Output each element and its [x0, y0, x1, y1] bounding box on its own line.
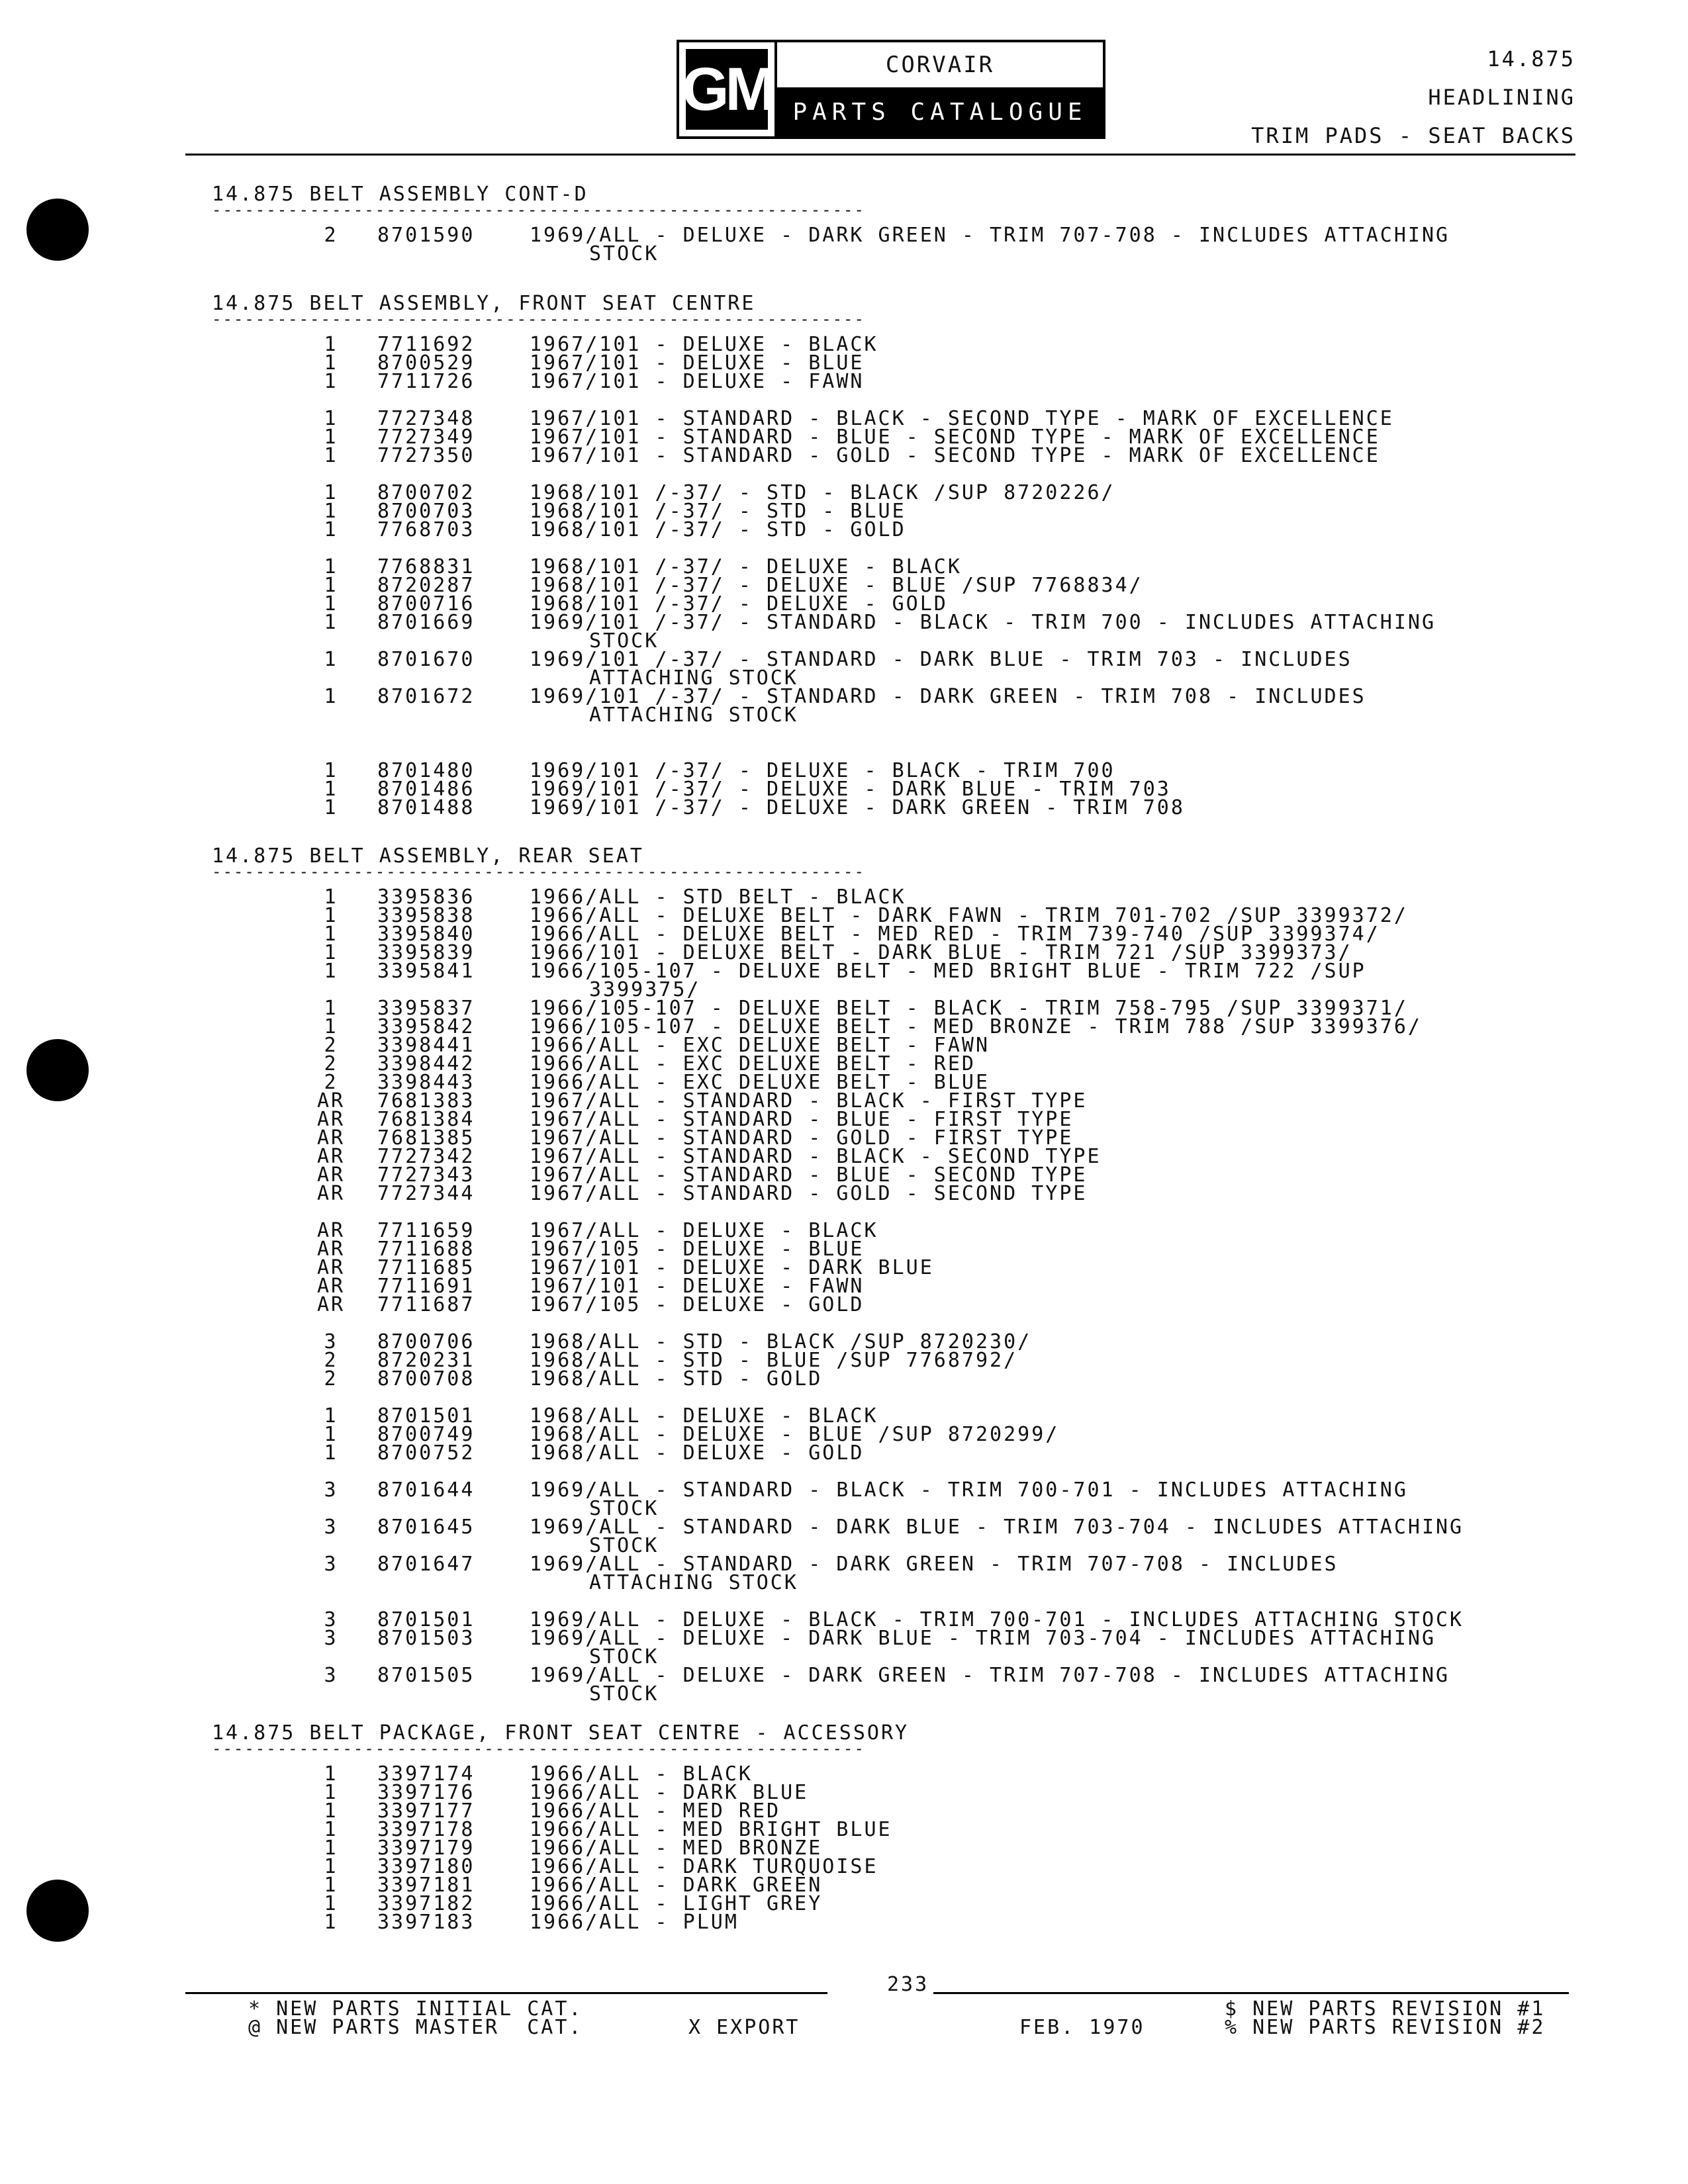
- part-number: 8701480: [377, 759, 475, 782]
- part-description: 1967/ALL - STANDARD - BLUE - FIRST TYPE: [530, 1108, 1074, 1131]
- part-number: 8701505: [377, 1664, 475, 1687]
- part-description: 1969/101 /-37/ - STANDARD - DARK GREEN - TRIM 708 - INCLUDES: [530, 685, 1366, 708]
- part-description: 1968/101 /-37/ - STD - BLACK /SUP 8720226/: [530, 481, 1115, 504]
- part-number: 8701590: [377, 224, 475, 247]
- part-number: 8700708: [377, 1367, 475, 1390]
- part-description-continued: ATTACHING STOCK: [589, 666, 798, 690]
- part-quantity: 1: [324, 1781, 338, 1804]
- part-number: 7727349: [377, 426, 475, 449]
- part-number: 7711685: [377, 1256, 475, 1279]
- part-number: 7727344: [377, 1182, 475, 1205]
- part-number: 3397174: [377, 1762, 475, 1786]
- part-description: 1967/101 - STANDARD - GOLD - SECOND TYPE - MARK OF EXCELLENCE: [530, 444, 1380, 467]
- part-description-continued: STOCK: [589, 1645, 659, 1668]
- part-description: 1967/101 - DELUXE - BLACK: [530, 333, 878, 356]
- part-quantity: 1: [324, 1855, 338, 1878]
- part-quantity: 1: [324, 611, 338, 634]
- section-underline: ------------------------------------------------------------: [212, 201, 865, 219]
- part-description: 1969/ALL - STANDARD - DARK BLUE - TRIM 703-704 - INCLUDES ATTACHING: [530, 1516, 1464, 1539]
- part-description: 1968/ALL - STD - GOLD: [530, 1367, 823, 1390]
- part-description: 1966/105-107 - DELUXE BELT - MED BRIGHT BLUE - TRIM 722 /SUP: [530, 960, 1366, 983]
- part-description: 1966/ALL - DELUXE BELT - MED RED - TRIM 739-740 /SUP 3399374/: [530, 923, 1380, 946]
- part-description: 1966/ALL - EXC DELUXE BELT - FAWN: [530, 1034, 990, 1057]
- part-description-continued: STOCK: [589, 242, 659, 265]
- part-description: 1967/101 - DELUXE - DARK BLUE: [530, 1256, 934, 1279]
- part-number: 8701645: [377, 1516, 475, 1539]
- part-quantity: 2: [324, 1349, 338, 1372]
- catalogue-brand-box: [774, 40, 1105, 139]
- part-number: 8701503: [377, 1627, 475, 1650]
- part-quantity: AR: [316, 1126, 346, 1150]
- part-quantity: 1: [324, 886, 338, 909]
- part-description: 1967/101 - DELUXE - BLUE: [530, 351, 865, 375]
- part-number: 8701669: [377, 611, 475, 634]
- catalogue-date: FEB. 1970: [1019, 2016, 1145, 2039]
- part-quantity: 1: [324, 555, 338, 578]
- part-number: 7727343: [377, 1163, 475, 1187]
- part-quantity: 1: [324, 444, 338, 467]
- part-description-continued: STOCK: [589, 1682, 659, 1706]
- part-number: 8720231: [377, 1349, 475, 1372]
- part-quantity: 1: [324, 1799, 338, 1823]
- legend-revision-2: % NEW PARTS REVISION #2: [1225, 2016, 1546, 2039]
- section-underline: ------------------------------------------------------------: [212, 862, 865, 881]
- part-number: 3397183: [377, 1911, 475, 1934]
- gm-logo-text: GM: [686, 49, 768, 130]
- part-quantity: 1: [324, 923, 338, 946]
- part-quantity: AR: [316, 1293, 346, 1316]
- part-quantity: AR: [316, 1108, 346, 1131]
- binder-hole-bottom: [26, 1880, 89, 1942]
- part-description: 1967/ALL - STANDARD - GOLD - FIRST TYPE: [530, 1126, 1074, 1150]
- gm-logo: [677, 40, 777, 139]
- part-number: 7727348: [377, 407, 475, 430]
- part-description: 1967/ALL - STANDARD - BLACK - SECOND TYPE: [530, 1145, 1102, 1168]
- binder-hole-top: [26, 199, 89, 261]
- part-number: 8700529: [377, 351, 475, 375]
- part-quantity: 1: [324, 1015, 338, 1038]
- part-number: 7711688: [377, 1238, 475, 1261]
- part-description: 1966/ALL - DARK TURQUOISE: [530, 1855, 878, 1878]
- part-number: 3395842: [377, 1015, 475, 1038]
- part-description-continued: STOCK: [589, 1497, 659, 1520]
- part-number: 8701488: [377, 796, 475, 819]
- part-description: 1966/ALL - LIGHT GREY: [530, 1892, 823, 1915]
- part-quantity: 1: [324, 592, 338, 615]
- part-quantity: 2: [324, 224, 338, 247]
- part-number: 7727342: [377, 1145, 475, 1168]
- part-description: 1966/ALL - MED BRONZE: [530, 1837, 823, 1860]
- part-description: 1966/105-107 - DELUXE BELT - MED BRONZE - TRIM 788 /SUP 3399376/: [530, 1015, 1422, 1038]
- part-number: 8701672: [377, 685, 475, 708]
- part-description: 1968/ALL - DELUXE - GOLD: [530, 1441, 865, 1465]
- part-quantity: 1: [324, 518, 338, 541]
- part-number: 8701501: [377, 1608, 475, 1631]
- part-quantity: AR: [316, 1238, 346, 1261]
- part-number: 3395838: [377, 904, 475, 927]
- part-description-continued: 3399375/: [589, 978, 701, 1001]
- section-underline: ------------------------------------------------------------: [212, 310, 865, 328]
- part-description: 1967/ALL - STANDARD - BLACK - FIRST TYPE: [530, 1089, 1088, 1113]
- part-description: 1969/ALL - STANDARD - DARK GREEN - TRIM 707-708 - INCLUDES: [530, 1553, 1338, 1576]
- part-quantity: 3: [324, 1553, 338, 1576]
- part-quantity: 1: [324, 1404, 338, 1428]
- part-description: 1968/ALL - STD - BLUE /SUP 7768792/: [530, 1349, 1018, 1372]
- part-description-continued: ATTACHING STOCK: [589, 1571, 798, 1594]
- part-description: 1966/ALL - STD BELT - BLACK: [530, 886, 906, 909]
- section: [212, 292, 1436, 819]
- part-description: 1966/ALL - DARK BLUE: [530, 1781, 809, 1804]
- section-title: 14.875 BELT PACKAGE, FRONT SEAT CENTRE - ACCESSORY: [212, 1721, 910, 1745]
- part-quantity: 1: [324, 351, 338, 375]
- part-number: 7727350: [377, 444, 475, 467]
- part-quantity: 1: [324, 333, 338, 356]
- part-quantity: 1: [324, 500, 338, 523]
- part-number: 8701644: [377, 1479, 475, 1502]
- brand-name: CORVAIR: [885, 52, 995, 78]
- part-quantity: 3: [324, 1479, 338, 1502]
- part-description: 1966/ALL - BLACK: [530, 1762, 753, 1786]
- part-number: 3398443: [377, 1071, 475, 1094]
- legend-initial-cat: * NEW PARTS INITIAL CAT.: [248, 1997, 583, 2021]
- part-description: 1967/101 - DELUXE - FAWN: [530, 1275, 865, 1298]
- part-description: 1968/101 /-37/ - DELUXE - GOLD: [530, 592, 948, 615]
- part-description: 1968/ALL - DELUXE - BLUE /SUP 8720299/: [530, 1423, 1060, 1446]
- part-quantity: 1: [324, 1837, 338, 1860]
- part-quantity: 2: [324, 1071, 338, 1094]
- part-description: 1969/101 /-37/ - DELUXE - DARK BLUE - TRIM 703: [530, 778, 1171, 801]
- part-quantity: AR: [316, 1275, 346, 1298]
- part-description: 1966/ALL - EXC DELUXE BELT - RED: [530, 1052, 976, 1075]
- part-description: 1966/ALL - EXC DELUXE BELT - BLUE: [530, 1071, 990, 1094]
- part-quantity: 1: [324, 941, 338, 964]
- part-number: 8700716: [377, 592, 475, 615]
- part-number: 8701670: [377, 648, 475, 671]
- part-description: 1969/101 /-37/ - DELUXE - DARK GREEN - TRIM 708: [530, 796, 1185, 819]
- part-number: 8700703: [377, 500, 475, 523]
- part-description: 1969/101 /-37/ - STANDARD - DARK BLUE - TRIM 703 - INCLUDES: [530, 648, 1352, 671]
- part-quantity: AR: [316, 1182, 346, 1205]
- part-quantity: 1: [324, 648, 338, 671]
- part-quantity: 1: [324, 370, 338, 393]
- part-description: 1969/ALL - DELUXE - DARK BLUE - TRIM 703-704 - INCLUDES ATTACHING: [530, 1627, 1436, 1650]
- part-description: 1966/ALL - DARK GREEN: [530, 1874, 823, 1897]
- part-quantity: 2: [324, 1052, 338, 1075]
- part-number: 3398442: [377, 1052, 475, 1075]
- part-quantity: AR: [316, 1089, 346, 1113]
- section-title: 14.875 BELT ASSEMBLY, FRONT SEAT CENTRE: [212, 292, 756, 315]
- group-subtitle: TRIM PADS - SEAT BACKS: [1251, 123, 1575, 148]
- part-number: 7681384: [377, 1108, 475, 1131]
- part-quantity: 3: [324, 1627, 338, 1650]
- part-description: 1966/105-107 - DELUXE BELT - BLACK - TRIM 758-795 /SUP 3399371/: [530, 997, 1408, 1020]
- part-description: 1968/ALL - STD - BLACK /SUP 8720230/: [530, 1330, 1032, 1353]
- part-quantity: 1: [324, 481, 338, 504]
- part-quantity: 1: [324, 960, 338, 983]
- part-number: 7681385: [377, 1126, 475, 1150]
- part-number: 3395840: [377, 923, 475, 946]
- part-quantity: 1: [324, 1423, 338, 1446]
- part-description: 1967/ALL - DELUXE - BLACK: [530, 1219, 878, 1242]
- part-number: 3398441: [377, 1034, 475, 1057]
- part-number: 7711659: [377, 1219, 475, 1242]
- part-number: 7711691: [377, 1275, 475, 1298]
- part-description: 1969/ALL - STANDARD - BLACK - TRIM 700-701 - INCLUDES ATTACHING: [530, 1479, 1408, 1502]
- part-number: 8700749: [377, 1423, 475, 1446]
- part-number: 8700706: [377, 1330, 475, 1353]
- part-number: 7711687: [377, 1293, 475, 1316]
- section-title: 14.875 BELT ASSEMBLY, REAR SEAT: [212, 844, 644, 868]
- part-quantity: 1: [324, 759, 338, 782]
- part-quantity: 1: [324, 1818, 338, 1841]
- part-number: 7711726: [377, 370, 475, 393]
- legend-revision-1: $ NEW PARTS REVISION #1: [1225, 1997, 1546, 2021]
- part-quantity: 3: [324, 1516, 338, 1539]
- part-quantity: 1: [324, 778, 338, 801]
- part-quantity: 1: [324, 796, 338, 819]
- part-quantity: AR: [316, 1145, 346, 1168]
- part-description: 1968/101 /-37/ - DELUXE - BLACK: [530, 555, 962, 578]
- part-description-continued: STOCK: [589, 1534, 659, 1557]
- page-number: 233: [887, 1973, 929, 1996]
- part-number: 3397176: [377, 1781, 475, 1804]
- section: [212, 844, 1464, 1706]
- part-number: 8720287: [377, 574, 475, 597]
- part-description: 1968/ALL - DELUXE - BLACK: [530, 1404, 878, 1428]
- header-rule: [185, 154, 1575, 156]
- part-description: 1967/101 - DELUXE - FAWN: [530, 370, 865, 393]
- part-quantity: 1: [324, 997, 338, 1020]
- section-underline: ------------------------------------------------------------: [212, 1739, 865, 1758]
- part-description: 1967/101 - STANDARD - BLACK - SECOND TYPE - MARK OF EXCELLENCE: [530, 407, 1394, 430]
- part-quantity: 1: [324, 904, 338, 927]
- part-description: 1967/ALL - STANDARD - BLUE - SECOND TYPE: [530, 1163, 1088, 1187]
- part-description: 1966/ALL - PLUM: [530, 1911, 739, 1934]
- part-quantity: 2: [324, 1367, 338, 1390]
- part-description: 1968/101 /-37/ - STD - GOLD: [530, 518, 906, 541]
- part-number: 8701647: [377, 1553, 475, 1576]
- part-number: 3395837: [377, 997, 475, 1020]
- part-quantity: 3: [324, 1330, 338, 1353]
- group-title: HEADLINING: [1428, 85, 1575, 110]
- part-number: 3397178: [377, 1818, 475, 1841]
- part-quantity: 1: [324, 1874, 338, 1897]
- part-description: 1967/105 - DELUXE - BLUE: [530, 1238, 865, 1261]
- part-quantity: 1: [324, 574, 338, 597]
- part-quantity: AR: [316, 1256, 346, 1279]
- part-number: 3397181: [377, 1874, 475, 1897]
- part-description: 1969/101 /-37/ - STANDARD - BLACK - TRIM 700 - INCLUDES ATTACHING: [530, 611, 1436, 634]
- section-title: 14.875 BELT ASSEMBLY CONT-D: [212, 183, 588, 206]
- footer-rule-right: [933, 1992, 1569, 1994]
- part-number: 3397182: [377, 1892, 475, 1915]
- part-quantity: 1: [324, 685, 338, 708]
- section: [212, 183, 1450, 265]
- part-number: 8700702: [377, 481, 475, 504]
- part-number: 3395836: [377, 886, 475, 909]
- part-number: 8701486: [377, 778, 475, 801]
- part-description: 1966/ALL - DELUXE BELT - DARK FAWN - TRIM 701-702 /SUP 3399372/: [530, 904, 1408, 927]
- part-quantity: 2: [324, 1034, 338, 1057]
- part-number: 3397180: [377, 1855, 475, 1878]
- part-number: 7768703: [377, 518, 475, 541]
- legend-export: X EXPORT: [688, 2016, 800, 2039]
- part-quantity: AR: [316, 1163, 346, 1187]
- part-description: 1967/105 - DELUXE - GOLD: [530, 1293, 865, 1316]
- part-description: 1969/ALL - DELUXE - BLACK - TRIM 700-701 - INCLUDES ATTACHING STOCK: [530, 1608, 1464, 1631]
- part-description-continued: ATTACHING STOCK: [589, 704, 798, 727]
- part-quantity: AR: [316, 1219, 346, 1242]
- footer-rule-left: [185, 1992, 827, 1994]
- part-description: 1969/ALL - DELUXE - DARK GREEN - TRIM 707-708 - INCLUDES ATTACHING: [530, 224, 1450, 247]
- group-number: 14.875: [1487, 46, 1575, 71]
- part-quantity: 1: [324, 1911, 338, 1934]
- part-number: 7768831: [377, 555, 475, 578]
- part-number: 3395841: [377, 960, 475, 983]
- part-description: 1967/ALL - STANDARD - GOLD - SECOND TYPE: [530, 1182, 1088, 1205]
- part-description: 1966/ALL - MED RED: [530, 1799, 781, 1823]
- legend-master-cat: @ NEW PARTS MASTER CAT.: [248, 2016, 583, 2039]
- part-description: 1967/101 - STANDARD - BLUE - SECOND TYPE - MARK OF EXCELLENCE: [530, 426, 1380, 449]
- part-quantity: 1: [324, 1892, 338, 1915]
- binder-hole-middle: [26, 1039, 89, 1101]
- section: [212, 1721, 910, 1934]
- part-number: 3397179: [377, 1837, 475, 1860]
- part-quantity: 1: [324, 1762, 338, 1786]
- part-number: 7711692: [377, 333, 475, 356]
- part-number: 3395839: [377, 941, 475, 964]
- part-description: 1968/101 /-37/ - STD - BLUE: [530, 500, 906, 523]
- part-quantity: 1: [324, 1441, 338, 1465]
- part-description: 1969/101 /-37/ - DELUXE - BLACK - TRIM 700: [530, 759, 1115, 782]
- part-number: 7681383: [377, 1089, 475, 1113]
- part-description-continued: STOCK: [589, 629, 659, 653]
- part-quantity: 3: [324, 1608, 338, 1631]
- part-description: 1966/ALL - MED BRIGHT BLUE: [530, 1818, 892, 1841]
- part-quantity: 1: [324, 426, 338, 449]
- part-number: 8700752: [377, 1441, 475, 1465]
- part-description: 1966/101 - DELUXE BELT - DARK BLUE - TRIM 721 /SUP 3399373/: [530, 941, 1352, 964]
- part-number: 3397177: [377, 1799, 475, 1823]
- catalogue-title: PARTS CATALOGUE: [777, 87, 1103, 136]
- part-quantity: 3: [324, 1664, 338, 1687]
- part-quantity: 1: [324, 407, 338, 430]
- part-description: 1969/ALL - DELUXE - DARK GREEN - TRIM 707-708 - INCLUDES ATTACHING: [530, 1664, 1450, 1687]
- part-description: 1968/101 /-37/ - DELUXE - BLUE /SUP 7768834/: [530, 574, 1143, 597]
- part-number: 8701501: [377, 1404, 475, 1428]
